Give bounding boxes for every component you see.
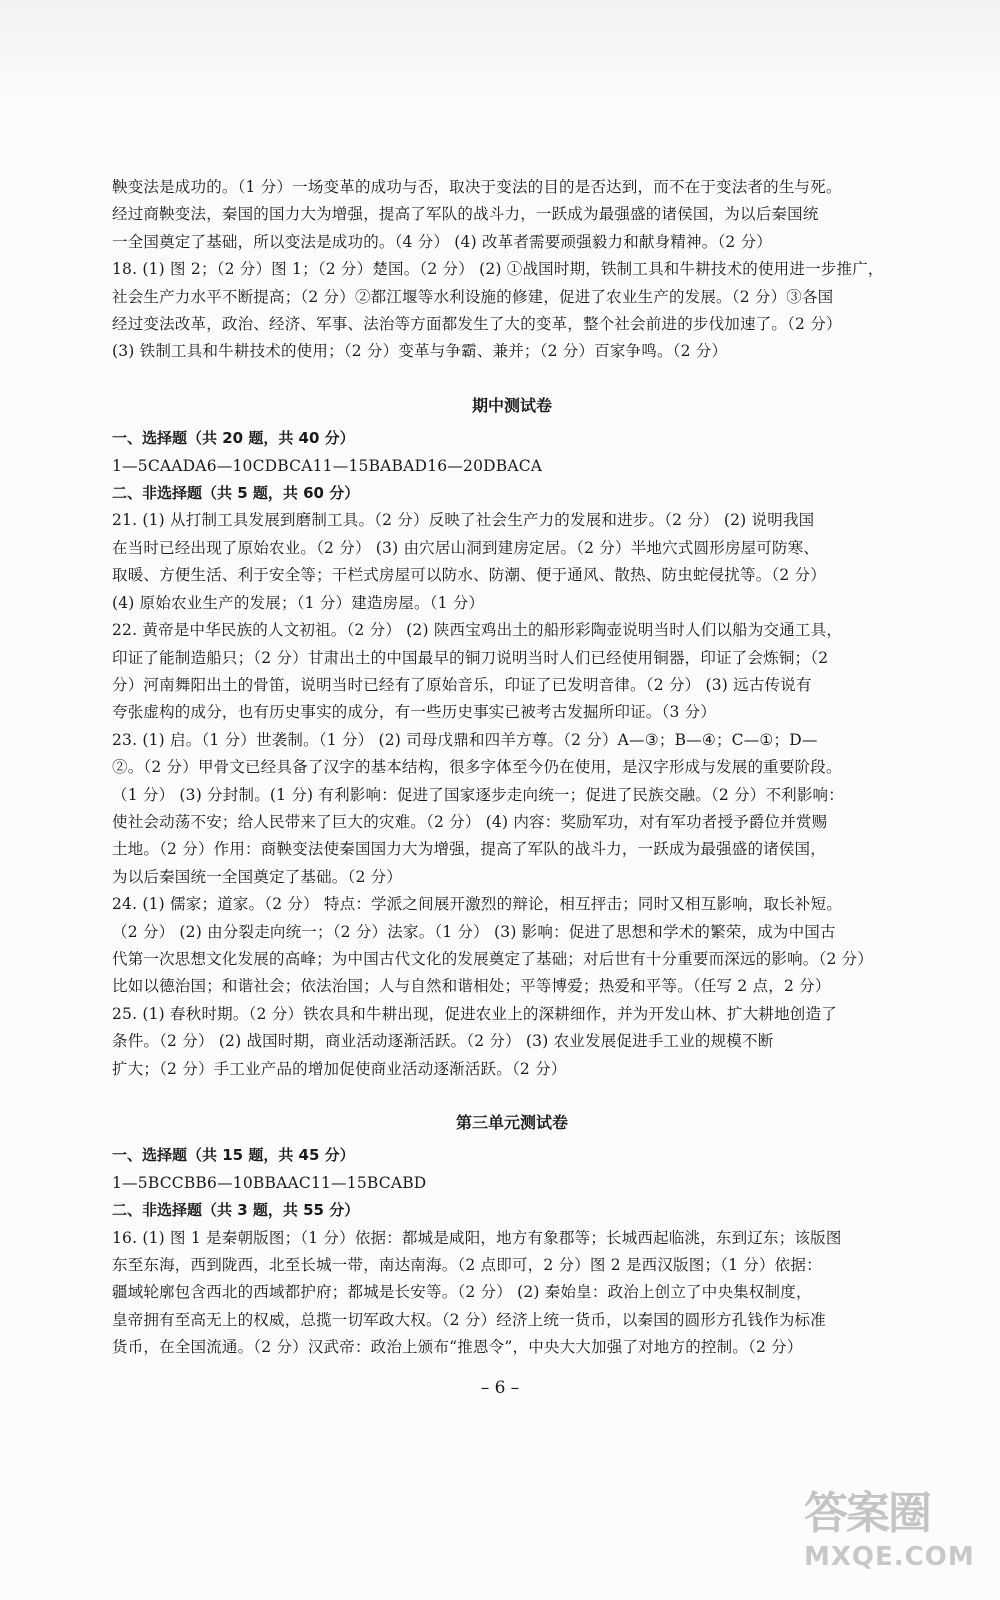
midterm-answers	[112, 507, 912, 1083]
midterm-choice-heading: 一、选择题（共 20 题，共 40 分）	[112, 429, 355, 448]
text-line: 一全国奠定了基础，所以变法是成功的。（4 分） (4) 改革者需要顽强毅力和献身精神。（2 分）	[112, 232, 772, 251]
text-line: 使社会动荡不安；给人民带来了巨大的灾难。（2 分） (4) 内容：奖励军功，对有军功者授予爵位并赏赐	[112, 812, 828, 831]
text-line: 条件。（2 分） (2) 战国时期，商业活动逐渐活跃。（2 分） (3) 农业发展促进手工业的规模不断	[112, 1032, 774, 1051]
text-line: (4) 原始农业生产的发展；（1 分）建造房屋。（1 分）	[112, 593, 485, 612]
answer-range: 6—10	[207, 1173, 253, 1192]
answer-content	[112, 174, 912, 1362]
text-line: 比如以德治国；和谐社会；依法治国；人与自然和谐相处；平等博爱；热爱和平等。（任写 2 点，2 分）	[112, 977, 831, 996]
text-line: 代第一次思想文化发展的高峰；为中国古代文化的发展奠定了基础；对后世有十分重要而深远的影响。（2 分）	[112, 949, 874, 968]
answer-value: DBACA	[483, 456, 543, 475]
unit3-answer-row	[112, 1170, 912, 1197]
answer-value: BCCBB	[147, 1173, 208, 1192]
answer-range: 1—5	[112, 456, 148, 475]
text-line: 印证了能制造船只；（2 分）甘肃出土的中国最早的铜刀说明当时人们已经使用铜器，印证了会炼铜；（2	[112, 648, 829, 667]
answer-value: BBAAC	[252, 1173, 311, 1192]
text-line: （1 分） (3) 分封制。(1 分) 有利影响：促进了国家逐步走向统一；促进了民族交融。（2 分）不利影响：	[112, 785, 844, 804]
text-line: ②。（2 分）甲骨文已经具备了汉字的基本结构，很多字体至今仍在使用，是汉字形成与发展的重要阶段。	[112, 758, 842, 777]
watermark-url: MXQE.COM	[804, 1542, 975, 1572]
midterm-title: 期中测试卷	[471, 395, 552, 415]
text-line: 24. (1) 儒家；道家。（2 分） 特点：学派之间展开激烈的辩论，相互抨击；同时又相互影响，取长补短。	[112, 895, 843, 914]
midterm-answer-row	[112, 453, 912, 480]
text-line: 22. 黄帝是中华民族的人文初祖。（2 分） (2) 陕西宝鸡出土的船形彩陶壶说明当时人们以船为交通工具，	[112, 621, 843, 640]
answer-value: CDBCA	[252, 456, 313, 475]
text-line: 土地。（2 分）作用：商鞅变法使秦国国力大为增强，提高了军队的战斗力，一跃成为最强盛的诸侯国，	[112, 840, 826, 859]
answer-range: 6—10	[206, 456, 253, 475]
text-line: 取暖、方便生活、利于安全等；干栏式房屋可以防水、防潮、便于通风、散热、防虫蛇侵扰等。（2 分）	[112, 566, 826, 585]
text-line: （2 分） (2) 由分裂走向统一；（2 分）法家。（1 分） (3) 影响：促进了思想和学术的繁荣，成为中国古	[112, 922, 836, 941]
answer-range: 11—15	[312, 456, 369, 475]
text-line: 16. (1) 图 1 是秦朝版图；（1 分）依据：都城是咸阳，地方有象郡等；长城西起临洮，东到辽东；该版图	[112, 1228, 842, 1247]
unit3-answers	[112, 1225, 912, 1362]
midterm-nonchoice-heading: 二、非选择题（共 5 题，共 60 分）	[112, 484, 360, 503]
text-line: 25. (1) 春秋时期。（2 分）铁农具和牛耕出现，促进农业上的深耕细作，并为开发山林、扩大耕地创造了	[112, 1004, 837, 1023]
text-line: 经过商鞅变法，秦国的国力大为增强，提高了军队的战斗力，一跃成为最强盛的诸侯国，为以后秦国统	[112, 205, 819, 224]
answer-value: CAADA	[147, 456, 207, 475]
unit3-title: 第三单元测试卷	[455, 1113, 568, 1132]
text-line: 18. (1) 图 2；（2 分）图 1；（2 分）楚国。（2 分） (2) ①战国时期，铁制工具和牛耕技术的使用进一步推广，	[112, 260, 884, 279]
text-line: 皇帝拥有至高无上的权威，总揽一切军政大权。（2 分）经济上统一货币，以秦国的圆形方孔钱作为标准	[112, 1310, 826, 1329]
text-line: 分）河南舞阳出土的骨笛，说明当时已经有了原始音乐，印证了已发明音律。（2 分） (3) 远古传说有	[112, 675, 812, 694]
unit3-nonchoice-heading: 二、非选择题（共 3 题，共 55 分）	[112, 1201, 360, 1220]
text-line: 东至东海，西到陇西，北至长城一带，南达南海。（2 点即可，2 分）图 2 是西汉版图；（1 分）依据：	[112, 1256, 822, 1275]
intro-block	[112, 174, 912, 366]
text-line: 在当时已经出现了原始农业。（2 分） (3) 由穴居山洞到建房定居。（2 分）半地穴式圆形房屋可防寒、	[112, 538, 820, 557]
text-line: 鞅变法是成功的。（1 分）一场变革的成功与否，取决于变法的目的是否达到，而不在于变法者的生与死。	[112, 178, 842, 196]
text-line: 货币，在全国流通。（2 分）汉武帝：政治上颁布“推恩令”，中央大大加强了对地方的控制。（2 分）	[112, 1338, 803, 1357]
text-line: 21. (1) 从打制工具发展到磨制工具。（2 分）反映了社会生产力的发展和进步。（2 分） (2) 说明我国	[112, 511, 815, 530]
text-line: 23. (1) 启。（1 分）世袭制。（1 分） (2) 司母戊鼎和四羊方尊。（2 分）A—③；B—④；C—①；D—	[112, 730, 818, 749]
answer-range: 1—5	[112, 1173, 148, 1192]
text-line: 疆域轮廓包含西北的西域都护府；都城是长安等。（2 分） (2) 秦始皇：政治上创立了中央集权制度，	[112, 1283, 812, 1302]
answer-range: 16—20	[427, 456, 484, 475]
text-line: 经过变法改革，政治、经济、军事、法治等方面都发生了大的变革，整个社会前进的步伐加速了。（2 分）	[112, 315, 842, 334]
page-number: – 6 –	[480, 1378, 520, 1398]
text-line: 社会生产力水平不断提高；（2 分）②都江堰等水利设施的修建，促进了农业生产的发展。（2 分）③各国	[112, 287, 834, 306]
watermark	[804, 1486, 974, 1596]
answer-value: BCABD	[366, 1173, 427, 1192]
text-line: (3) 铁制工具和牛耕技术的使用；（2 分）变革与争霸、兼并；（2 分）百家争鸣。（2 分）	[112, 342, 728, 361]
watermark-logo: 答案圈	[804, 1488, 930, 1539]
unit3-choice-heading: 一、选择题（共 15 题，共 45 分）	[112, 1146, 355, 1165]
scan-shading	[0, 0, 1000, 110]
answer-range: 11—15	[310, 1173, 367, 1192]
answer-value: BABAD	[368, 456, 428, 475]
text-line: 夸张虚构的成分，也有历史事实的成分，有一些历史事实已被考古发掘所印证。（3 分）	[112, 703, 717, 722]
text-line: 扩大；（2 分）手工业产品的增加促使商业活动逐渐活跃。（2 分）	[112, 1059, 567, 1078]
text-line: 为以后秦国统一全国奠定了基础。（2 分）	[112, 867, 403, 886]
